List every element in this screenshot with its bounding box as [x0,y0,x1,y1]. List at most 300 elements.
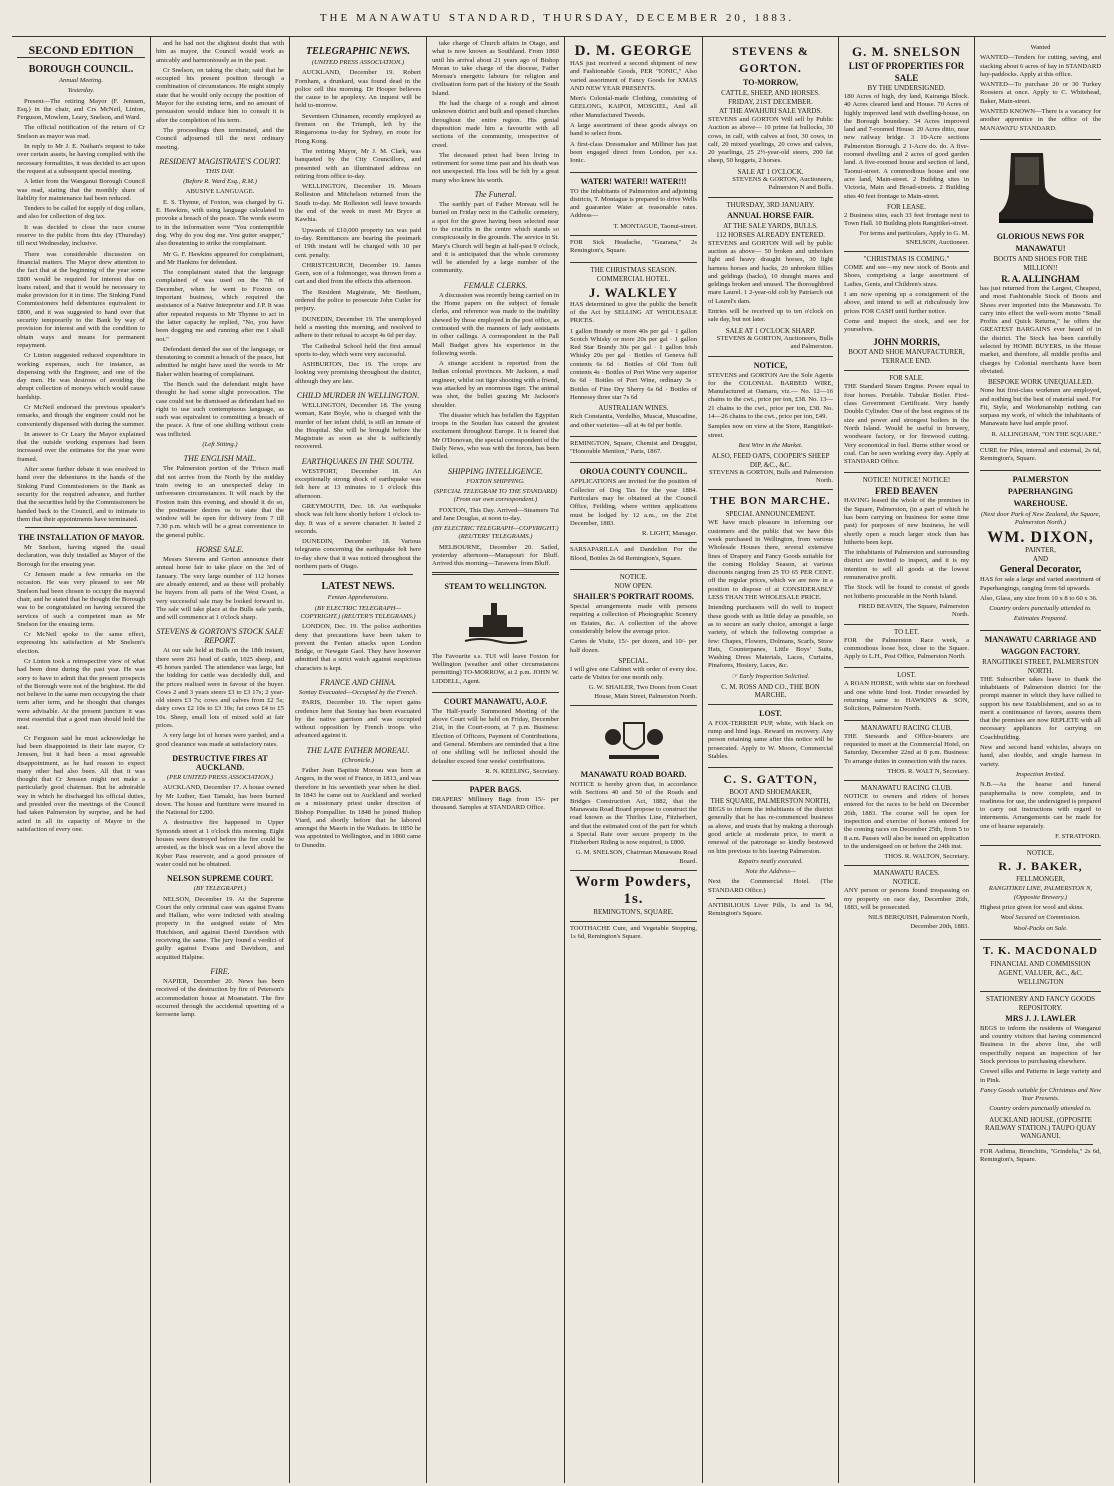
ad-signature: F. STRATFORD. [1055,833,1101,841]
steam-heading: STEAM TO WELLINGTON. [444,581,547,591]
water-heading: WATER! WATER!! WATER!!! [580,176,687,186]
decorator-label: General Decorator, [999,564,1082,576]
road-board-heading: MANAWATU ROAD BOARD. [580,770,687,780]
second-edition-heading: SECOND EDITION [17,44,145,58]
awahuri-heading: AT THE AWAHURI SALE YARDS. [719,107,822,115]
column-advertisements-1 [564,37,702,1483]
pointing-hand-icon: ☞ [731,672,740,680]
article-paragraph: WESTPORT, December 18. An exceptionally strong shock of earthquake was felt here at 13 minutes to 1 o'clock this afternoon. [295,467,421,500]
left-sitting: (Left Sitting.) [202,441,238,449]
ad-text: I will give one Cabinet with order of every doz. carte de Visites for one month only. [570,665,697,682]
article-paragraph: LONDON, Dec. 19. The police authorities deny that precautions have been taken to prevent the Fenian attacks upon London Bridge, or Newgate Gaol. They have however admitted that a strict watch against suspicious characters is kept. [295,623,421,672]
for-sale-heading: FOR SALE. [889,374,924,383]
dixon-advertisement [980,471,1101,631]
fenian-subheading: Fenian Apprehensions. [327,594,389,602]
remington-square: REMINGTON'S, SQUARE. [593,908,674,916]
baker-address: RANGITIKEI LINE, PALMERSTON N, (Opposite Brewery.) [988,885,1093,901]
notice-heading: NOTICE, [753,360,788,370]
paper-bags-advertisement [432,781,559,819]
article-paragraph: ASHBURTON, Dec 19. The crops are looking very promising throughout the district, although they are late. [295,361,421,385]
inspection-label: Inspection Invited. [1015,770,1066,778]
ad-text: Cartes de Visite, 15/- per dozen, and 10/- per half dozen. [570,638,697,654]
country-orders: Country orders punctually attended to. [989,605,1092,613]
foxton-shipping: FOXTON SHIPPING. [466,477,525,485]
article-paragraph: The retiring Mayor, Mr J. M. Clark, was banqueted by the City Councillors, and presented with an illuminated address on retiring from office to-day. [295,147,421,180]
ad-text: ANY person or persons found trespassing on my property on race day, December 26th, 1883, will be prosecuted. [844,887,969,912]
horse-sale-heading: HORSE SALE. [196,545,244,555]
article-paragraph: He had the charge of a rough and almost unknown district and built and opened churches throughout the entire region. His genial disposition made him a favourite with all sections of the community, irrespective of creed. [432,100,559,149]
article-paragraph: PARIS, December 19. The report gains credence here that Sontay has been evacuated by the native garrison and was occupied without opposition by French troops who advanced against it. [295,699,421,740]
article-paragraph: Cr McNeil endorsed the previous speaker's remarks, and though the engineer could not be conveniently dispensed with during the summer. [17,403,145,428]
bon-marche-heading: THE BON MARCHE. [710,495,831,508]
press-association: (UNITED PRESS ASSOCIATION.) [311,59,405,66]
article-paragraph: A strange accident is reported from the Indian colonial provinces. Mr Jackson, a mail engineer, whilst out tiger shooting with a friend, was attacked by an enormous tiger. The animal was shot, the bullet grazing Mr Jackson's shoulder. [432,360,560,409]
fred-beaven-heading: FRED BEAVEN [874,486,939,497]
remington-advertisement [570,437,697,464]
carriage-factory-advertisement [980,631,1101,847]
horse-fair-advertisement [708,198,833,357]
earthquakes-heading: EARTHQUAKES IN THE SOUTH. [301,456,415,466]
article-paragraph: The complainant stated that the language complained of was used on the 7th of December, when he went to Foxton on important business, which required the assistance of a Native Interpreter and J.P. It was after repeated requests to Mr Thynne to act in the latter capacity he replied, "No, you have been dogging me and running after me I shall not." [156,269,284,343]
divider [303,574,413,575]
to-let-heading: TO LET. [893,627,919,636]
before-label: (Before R. Ward Esq., R.M.) [183,178,257,186]
fire-heading: FIRE. [210,966,230,976]
steam-engine-advertisement [844,371,969,473]
friday-heading: FRIDAY, 21ST DECEMBER. [728,98,813,106]
funeral-heading: The Funeral. [474,190,517,200]
column-advertisements-2 [702,37,838,1483]
article-paragraph: Upwards of £10,000 property tax was paid to-day. Remittances are bearing the postmark of 19th instant will be charged with 10 per cent. penalty. [295,226,421,259]
article-paragraph: The earthly part of Father Moreau will be buried on Friday next in the Catholic cemetery, a spot for the grave having been selected near to the crucifix in the centre which stands so conspicuously in the grounds. The service in St. Mary's Church will begin at half-past 9 o'clock, and it is anticipated that the whole ceremony will be attended by a large number of the community. [432,201,559,275]
article-paragraph: Defendant denied the use of the language, or threatening to commit a breach of the peace, but admitted he might have used the words to Mr Baker within hearing of complainant. [156,345,284,378]
ad-text: Come and inspect the stock, and see for yourselves. [844,317,969,334]
article-paragraph: WELLINGTON, December 19. Messrs Rolleston and Mitchelson returned from the South to-day. Mr Rolleston will leave towards the end of the week to meet Mr Bryce at Kawhia. [295,183,421,224]
press-association: (PER UNITED PRESS ASSOCIATION.) [166,773,274,781]
article-paragraph: The Bench said the defendant might have thought he had some slight provocation. The case could not be dismissed as defendant had no right to use such contemptuous language, as such was equivalent to committing a breach of the peace. A fine of one shilling without costs was inflicted. [156,380,284,438]
ad-text: WANTED—Tenders for cutting, saving, and stacking about 6 acres of hay in STANDARD hay-paddocks. Apply at this office. [980,54,1101,78]
ad-text: has just returned from the Largest, Cheapest, and most Fashionable Stock of Boots and Shoes ever imported into the Manawatu. To carry into effect the well-worn motto "Small Profits and Quick Returns," he offers the GREATEST BARGAINS ever heard of in the district. The Stock has been carefully selected by HOME BUYERS, in the House market, and therefore, all middle profits and charges by Colonial merchants have been obviated. [980,284,1101,375]
column-shipping [426,37,564,1483]
ad-text: DRAPERS' Millinery Bags from 15/- per thousand. Samples at STANDARD Office. [432,796,559,812]
ad-text: N.B.—As the hearse and funeral paraphernalia is now complete, and in readiness for use, the undersigned is prepared to carry out instructions with regard to interments. Arrangements can be made for one of hearse separately. [980,781,1101,830]
ad-text: HAVING leased the whole of the premises in the Square, Palmerston, (in a part of which he has been carrying on business for some time past) for purposes of new business, he will shortly open a much larger stock than has hitherto been kept. [844,497,969,546]
baker-advertisement [980,846,1101,939]
water-advertisement [570,173,697,236]
special-heading: SPECIAL. [618,656,649,665]
ad-text: Rich Constantia, Verdelho, Muscat, Muscadine, and other varieties—all at 4s 6d per bottle. [570,413,697,429]
ad-text: A first-class Dressmaker and Milliner has just been engaged direct from London, per s.s. Ionic. [570,140,697,165]
estimates-label: Estimates Prepared. [1013,615,1068,623]
ad-signature: G. M. SNELSON, Chairman Manawatu Road Board. [575,849,697,865]
stationery-heading: STATIONERY AND FANCY GOODS REPOSITORY. [985,994,1096,1012]
john-morris-heading: JOHN MORRIS, [873,337,940,348]
entered-heading: 112 HORSES ALREADY ENTERED. [716,230,825,239]
ad-text: HAS for sale a large and varied assortment of Paperhangings, ranging from 6d upwards. [980,576,1101,592]
ad-text: Crewel silks and Patterns in large variety and in Pink. [980,1068,1101,1084]
dixon-heading: WM. DIXON, [987,529,1094,547]
properties-heading: LIST OF PROPERTIES FOR SALE [848,61,965,83]
wanted-heading: Wanted [1030,44,1051,51]
ad-text: FOR Sick Headache, "Guarana," 2s Remington's, Square. [570,239,697,255]
article-paragraph: Present—The retiring Mayor (F. Jenssen, Esq.) in the chair, and Crs McNeil, Linton, Ferguson, Mowlem, Leary, Snelson, and Ward. [17,97,145,122]
telegraphic-heading: TELEGRAPHIC NEWS. [306,46,410,57]
ad-signature: THOS. R. WALT N, Secretary. [887,767,969,775]
court-heading: COURT MANAWATU, A.O.F. [443,696,548,706]
newspaper-columns [12,36,1106,1483]
address-label: Note the Address— [745,868,796,876]
installation-heading: THE INSTALLATION OF MAYOR. [17,533,145,543]
ad-text: HAS determined to give the public the benefit of the Act by SELLING AT WHOLESALE PRICES. [570,300,697,325]
article-paragraph: E. S. Thynne, of Foxton, was charged by G. E. Hawkins, with using language calculated to provoke a breach of the peace. The words sworn to in the information were "You contemptible dog. Why do you dog me. You gutter snapper," also threatening to strike the complainant. [156,198,284,248]
oroua-advertisement [570,463,697,543]
article-paragraph: Messrs Stevens and Gorton announce their annual horse fair to take place on the 3rd of January. The very large number of 112 horses are already entered, and as these will probably be buyers from all parts of the West Coast, a very successful sale may be looked forward to. The sale will take place at the Bulls sale yards, and will commence at 1 o'clock sharp. [156,556,284,622]
commission-agent-advertisement [980,940,1101,992]
wanted-advertisements [980,40,1101,140]
races-notice-advertisement [844,866,969,934]
sarsaparilla-advertisement [570,543,697,570]
yesterday-label: Yesterday. [67,87,95,95]
lawler-heading: MRS J. J. LAWLER [1005,1013,1076,1023]
ad-text: Men's Colonial-made Clothing, consisting of GEELONG, KAIPOI, MOSGIEL, And all other Manufactured Tweeds. [570,95,697,119]
ad-signature: G. W. SHAILER, Two Doors from Court House, Main Street, Palmerston North. [588,684,697,700]
oroua-heading: OROUA COUNTY COUNCIL. [579,467,688,477]
article-paragraph: Cr Snelson, on taking the chair, said that he occupied his present position through a combination of circumstances. He might simply state that he would only occupy the position of Mayor for the existing term, and no amount of persuasion would induce him to consult it is after the completion of his term. [156,66,284,124]
ad-text: NOTICE is hereby given that, in accordance with Sections 40 and 50 of the Roads and Bridges Construction Act, 1882, that the Manawatu Road Board propose to construct the road known as the Thirlies Line, Fitzherbert, and that the estimated cost of the part for which a Special Rate over secure property in the Fitzherbert Riding is now required, is £800. [570,781,697,847]
ad-text: APPLICATIONS are invited for the position of Collector of Dog Tax for the year 1884. Particulars may be obtained at the Council Office, Feilding, where written applications must be lodged by 12 a.m., on the 21st December, 1883. [570,478,697,527]
rm-court-heading: RESIDENT MAGISTRATE'S COURT. [159,156,281,166]
ad-signature: R. LIGHT, Manager. [642,530,697,538]
country-orders: Country orders punctually attended to. [989,1105,1092,1113]
sale-time: SALE AT 1 O'CLOCK SHARP. [725,326,816,335]
article-paragraph: CHRISTCHURCH, December 19. James Geen, son of a fishmonger, was thrown from a cart and died from the effects this afternoon. [295,261,421,286]
article-paragraph: FOXTON, This Day. Arrived—Steamers Tui and Jane Douglas, at noon to-day. [432,506,559,522]
price-list: 1 gallon Brandy or more 40s per gal · 1 gallon Scotch Whisky or more 20s per gal · 1 gallon Red Star Brandy 30s per gal · 1 gallon Irish Whisky 20s per gal · Bottles of Geneva full contents 6s 6d · Bottles of Old Tom full contents 4s · Bottles of Port Wine very superior 6s 6d · Bottles of Port Wine, ordinary 3s · Bottles of Fine Dry Sherry 6s 6d · Bottles of Hennessy three star 7s 6d [570,327,697,401]
road-board-advertisement [570,706,697,871]
article-paragraph: The Cathedral School held the first annual sports to-day, which were very successful. [295,342,421,358]
ad-text: A ROAN HORSE, with white star on forehead and one white hind foot. Finder rewarded by returning same to HAWKINS & SON, Solicitors, Palmerston North. [844,680,969,713]
carriage-address: RANGITIKEI STREET, PALMERSTON NORTH. [982,657,1099,675]
court-advertisement [432,693,559,781]
divider [432,572,559,575]
ad-signature: NILS BERQUISH, Palmerston North, December 20th, 1883. [868,914,969,930]
carriage-heading: MANAWATU CARRIAGE AND WAGGON FACTORY. [984,634,1097,656]
article-paragraph: The Palmerston portion of the 'Frisco mail did not arrive from the North by the midday train owing to an unexpected delay in unforeseen circumstances. It will reach by the Foxton train this evening, and should it do so, the postmaster desires us to state that the window will be open for delivery from 7 till 7.30 p.m. which will be a great convenience to the general public. [156,465,284,539]
barbed-wire-advertisement [708,357,833,491]
ad-text: New and second hand vehicles, always on hand, also double, and single harness in variety. [980,744,1101,768]
article-paragraph: Father Jean Baptiste Moreau was born at Angers, in the west of France, in 1813, and was therefore in his seventieth year when he died. In 1843 he came out to Auckland and worked as a missionary priest under direction of Bishop Pompallier. In 1848 he joined Bishop Viard, and shortly before that he labored amongst the Maoris in the Waikato. In 1850 he was appointed to Wellington, and in 1860 came to Dunedin. [295,767,421,849]
ad-text: SARSAPARILLA and Dandelion For the Blood, Bottles 2s 6d Remington's, Square. [570,546,697,562]
ad-signature: STEVENS & GORTON, Auctioneers, Palmerston N and Bulls. [732,176,833,192]
ad-text: BEGS to inform the residents of Wanganui and country visitors that having commenced Business in the above line, she will respectfully request an inspection of her Stock previous to purchasing elsewhere. [980,1024,1101,1065]
article-paragraph: DUNEDIN, December 19. The unemployed held a meeting this morning, and resolved to adhere to their refusal to accept 4s 6d per day. [295,315,421,340]
piles-cure-advertisement [980,444,1101,471]
racing-heading: MANAWATU RACING CLUB. [860,784,953,793]
ad-text: Samples now on view at the Store, Rangitikei-street. [708,423,833,439]
article-paragraph: A letter from the Wanganui Borough Council was read, stating that the monthly share of liability for maintenance had been reduced. [17,178,145,202]
abusive-label: ABUSIVE LANGUAGE. [185,188,255,196]
early-inspection [708,673,833,681]
article-paragraph: NELSON, December 19. At the Supreme Court the only criminal case was against Evans and Hallam, who were indicted with stealing property in the assigned estate of Mrs Hutchison, and against David Davidson with receiving the same. The jury found a verdict of guilty against Evans and Davidson, and acquitted Halpine. [156,895,284,961]
fires-heading: DESTRUCTIVE FIRES AT AUCKLAND. [172,753,268,772]
worm-powders-heading: Worm Powders, 1s. [575,874,692,907]
ad-text: THE Subscriber takes leave to thank the inhabitants of Palmerston district for the prompt manner in which they have rallied to support his new Establishment, and so as to merit a continuance of favors, assures them that the premises are now REPLETE with all necessary appliances for carrying on Coachbuilding. [980,675,1101,741]
racing-club-advertisement [844,721,969,781]
auckland-house: AUCKLAND HOUSE, (OPPOSITE RAILWAY STATION.) TAUPO QUAY WANGANUI. [984,1115,1096,1141]
shailer-advertisement [570,570,697,706]
article-paragraph: A very large lot of horses were yarded, and a good clearance was made at satisfactory rates. [156,732,284,748]
john-morris-trade: BOOT AND SHOE MANUFACTURER, TERRACE END. [848,348,965,366]
notice-heading: NOTICE! NOTICE! NOTICE! [862,476,951,485]
article-paragraph: take charge of Church affairs in Otago, and what is now known as Southland. From 1860 until his arrival about 21 years ago of Bishop Moran to take charge of the diocese, Father Moreau's energetic labours for religion and civilisation form part of the history of the South Island. [432,40,559,97]
walkley-heading: J. WALKLEY [588,284,679,300]
also-feed: ALSO, FEED OATS, COOPER'S SHEEP DIP, &C., &C. [711,452,830,469]
dm-george-heading: D. M. GEORGE [574,43,693,59]
stock-sale-heading: STEVENS & GORTON'S STOCK SALE REPORT. [156,627,284,646]
article-paragraph: Mr Snelson, having signed the usual declaration, was duly installed as Mayor of the Borough for the ensuing year. [17,544,145,568]
article-paragraph: In answer to Cr Leary the Mayor explained that the outside working expenses had been increased over the estimates for the year were framed. [17,430,145,463]
fancy-goods: Fancy Goods suitable for Christmas and New Year Presents. [980,1086,1101,1103]
article-paragraph: NAPIER, December 20. News has been received of the destruction by fire of Peterson's accommodation house at Moanatairi. The fire occurred through the accidental upsetting of a kerosene lamp. [156,977,284,1019]
article-paragraph: A destructive fire happened in Upper Symonds street at 1 o'clock this morning. Eight houses were destroyed before the fire could be arrested, as the block was on a level above the Kyber Pass reservoir, and a good pressure of water could not be obtained. [156,819,284,868]
ad-text: THE Standard Steam Engine. Power equal to four horses. Portable. Tubular Boiler. First-class Government Certificate. Very handy Double Cylinder. One of the best engines of its size and power and strongest boilers in the North Island. Would be useful in brewery, woodware factory, or for firewood cutting. Very economical in fuel. Burns either wood or coal. Can be seen working every day. Apply at STANDARD Office. [844,383,969,466]
article-paragraph: The Resident Magistrate, Mr Beetham, ordered the police to prosecute John Cutler for perjury. [295,288,421,313]
ad-text: 2 Business sites, each 33 feet frontage next to Town Hall. 10 Building plots Rangitikei-street. [844,211,969,228]
article-paragraph: There was considerable discussion on financial matters. The Mayor drew attention to the fact that at the beginning of the year some £800 would be required for interest due on loans raised, and that it would be necessary to make provision for it in time. The Sinking Fund Commissioners held debentures equivalent to £800, and it was suggested to hand over that security temporarily to the Bank by way of provision for interest and with the condition to obtain ways and means for permanent repayment. [17,250,145,349]
australian-wines: AUSTRALIAN WINES. [598,404,669,413]
article-paragraph: The disaster which has befallen the Egyptian troops in the Soudan has caused the greatest excitement throughout Europe. It is feared that Mr O'Donovan, the special correspondent of the Daily News, who was with the forces, has been killed. [432,411,559,461]
fellmonger-label: FELLMONGER, [1016,875,1065,884]
gatton-advertisement [708,768,833,925]
ad-text: HAS just received a second shipment of new and Fashionable Goods, PER "IONIC," Also varied assortment of Fancy Goods for XMAS AND NEW YEAR PRESENTS. [570,60,697,92]
ad-signature: STEVENS & GORTON, Auctioneers, Bulls and Palmerston. [716,334,833,351]
horse-fair-heading: ANNUAL HORSE FAIR. [727,210,814,220]
special-announcement: SPECIAL ANNOUNCEMENT. [725,510,816,519]
divider [716,898,825,899]
steamship-icon [461,597,531,649]
special-telegram: (SPECIAL TELEGRAM TO THE STANDARD) (From our own correspondent.) [433,487,558,504]
best-wire: Best Wire in the Market. [738,441,803,449]
article-paragraph: Tenders to be called for supply of dog collars, and also for collection of dog tax. [17,205,145,221]
worm-powders-advertisement [570,871,697,922]
lost-heading: LOST. [897,671,916,680]
ad-text: STEVENS and GORTON Will sell by public auction as above— 50 broken and unbroken light and heavy draught horses, 30 light harness horses and hacks, 20 unbroken fillies and geldings (hacks), 10 draught mares and geldings broken and unused. The thoroughbred mare Laurel. 1 2-year-old colt by Patriarch out of Laurel's dam. [708,239,833,305]
article-paragraph: WELLINGTON, December 18. The young woman, Kate Boyle, who is charged with the murder of her infant child, is still an inmate of the Hospital. She will be brought before the Magistrate as soon as she is sufficiently recovered. [295,401,421,451]
article-paragraph: Cr Jenssen made a few remarks on the occasion. He was very pleased to see Mr Snelson had been chosen to occupy the mayoral chair, and he stated that he thought the Borough was to be congratulated on having secured the services of such a competent man as Mr Snelson for the ensuing term. [17,571,145,628]
undersigned-label: BY THE UNDERSIGNED. [867,84,946,92]
article-paragraph: GREYMOUTH, Dec. 18. An earthquake shock was felt here shortly before 1 o'clock to-day. It was of a severe character. It lasted 2 seconds. [295,502,421,535]
ad-signature: T. MONTAGUE, Taonui-street. [613,222,697,230]
divider [25,527,137,528]
ad-signature: FRED BEAVEN, The Square, Palmerston North. [858,602,969,619]
commercial-hotel: COMMERCIAL HOTEL. [596,274,671,283]
ad-text: The Favourite s.s. TUI will leave Foxton for Wellington (weather and other circumstances permitting) TO-MORROW, at 2 p.m. JOHN W. LIDDELL, Agent. [432,652,559,685]
notice-heading: NOTICE. [1026,849,1055,858]
stevens-gorton-advertisement [708,40,833,198]
lost-pup-advertisement [708,705,833,768]
ad-text: TO the inhabitants of Palmerston and adjoining districts, T. Montague is prepared to drive Wells and guarantee Water at reasonable rates. Address— [570,187,697,220]
ad-signature: For terms and particulars, Apply to G. M. SNELSON, Auctioneer. [859,230,969,246]
steamer-advertisement [432,578,559,693]
father-moreau-heading: THE LATE FATHER MOREAU. [306,745,410,755]
ad-text: The Stock will be found to consist of goods not hitherto procurable in the North Island. [844,584,969,600]
ad-text: STEVENS and GORTON Will sell by Public Auction as above— 10 prime fat bullocks, 30 cows, in calf, with calves at foot, 30 cows, in calf, 20 mixed yearlings, 20 cows and calves, 20 yearlings, 25 2½-year-old steers, 200 fat sheep, 50 hoggets, 2 horses. [708,116,833,165]
gatton-heading: C. S. GATTON, [723,772,818,787]
ad-text: COME and see—my new stock of Boots and Shoes, comprising a large assortment of Ladies, Gents, and Children's sizes. [844,264,969,288]
ad-text: FOR the Palmerston Race week, a commodious loose box, close to the Square. Apply to L.H., Post Office, Palmerston North. [844,636,969,661]
racing-club-advertisement-2 [844,781,969,866]
lost-heading: LOST. [759,708,782,718]
allingham-name: R. A. ALLINGHAM [1001,273,1080,284]
christmas-season: THE CHRISTMAS SEASON. [590,265,677,274]
ad-text: BEGS to inform the inhabitants of the district generally that he has re-commenced business as above, and trusts that by making a thorough good article at moderate price, to merit a renewal of the patronage so kindly bestowed on him previous to his leaving Palmerston. [708,806,833,855]
walkley-advertisement [570,263,697,437]
stevens-gorton-heading: STEVENS & GORTON. [732,44,809,75]
article-paragraph: Cr Linton took a retrospective view of what had been done during the past year. He was sorry to have to admit that the present prospects of the Borough were not of the brightest. He did not believe in the same men occupying the chair term after term, and he thought that changes were advisable. At the present juncture it was most essential that a good man should hold the seat. [17,658,145,732]
ad-text: WE have much pleasure in informing our customers and the public that we have this week purchased in Wellington, from various Wholesale Houses there, several extensive lines of Drapery and Fancy Goods suitable for the coming Holiday Season, at various discounts ranging from 25 TO 65 PER CENT. off the regular prices, which we are now in a position to dispose of at CONSIDERABLY LESS THAN THE WHOLESALE PRICE. [708,519,833,602]
article-paragraph: The official notification of the return of Cr Snelson as mayor was read. [17,124,145,140]
article-paragraph: Mr G. F. Hawkins appeared for complainant, and Mr Hankins for defendant. [156,250,284,266]
article-paragraph: DUNEDIN, December 18. Various telegrams concerning the earthquake felt here to-day show that it was noticed throughout the northern parts of Otago. [295,538,421,571]
ad-signature: THOS. R. WALTON, Secretary. [884,853,969,861]
wool-packs: Wool-Packs on Sale. [1013,924,1068,932]
article-paragraph: The proceedings then terminated, and the Council adjourned till the next ordinary meeting. [156,126,284,151]
article-paragraph: It was decided to close the race course reserve to the public from this day (Thursday) till next Wednesday, inclusive. [17,223,145,248]
article-paragraph: Cr Linton suggested reduced expenditure in working expenses, such for instance, as dispensing with the Engineer, and one of the day men. He was desirous of avoiding the abrupt collection of moneys which would cause hardship. [17,352,145,401]
ad-text: TOOTHACHE Cure, and Vegetable Stopping, 1s 6d, Remington's Square. [570,925,697,941]
reuters-label: (BY ELECTRIC TELEGRAPH—COPYRIGHT.) (REUTER'S TELEGRAMS.) [300,604,416,620]
article-paragraph: AUCKLAND, December 17. A house owned by Mr Luther, East Tamaki, has been burned down. The house and furniture were insured in the National for £200. [156,784,284,817]
ad-signature: C. M. ROSS AND CO., THE BON MARCHE. [721,683,820,700]
ad-text: Entries will be received up to ten o'clock on sale day, but not later. [708,308,833,324]
ad-text: A FOX-TERRIER PUP, white, with black on rump and hind legs. Reward on recovery. Any person retaining same after this notice will be prosecuted. Apply to W. Moore, Commercial Stables. [708,719,833,760]
sale-time: SALE AT 1 O'CLOCK. [737,167,804,176]
early-inspection-label: Early Inspection Solicited. [739,672,810,680]
article-paragraph: A discussion was recently being carried on in the Home papers on the subject of female clerks, and reference was made to the inability shewed by those employed in the post office, as contrasted with the manners of lady assistants in other callings. A correspondent in the Pall Mall Budget gives his experience in the following words. [432,291,559,357]
ad-text: Also, Glass, any size from 10 x 8 to 60 x 36. [980,594,1098,602]
article-paragraph: The deceased priest had been living in retirement for some time past and his death was not unexpected. His loss will be felt by a great many who knew his worth. [432,151,559,184]
ad-text: CURE for Piles, internal and external, 2s 6d, Remington's, Square. [980,447,1101,463]
ad-text: None but first-class workmen are employed, and nothing but the best of material used. For Fit, Style, and Workmanship nothing can surpass my work, of which the inhabitants of Manawatu have had ample proof. [980,387,1101,428]
sick-headache-advertisement [570,236,697,263]
lease-heading: FOR LEASE. [887,202,926,211]
article-paragraph: Seventeen Chinamen, recently employed as firemen on the Triumph, left by the Ringarooma to-day for Sydney, en route for Hong Kong. [295,112,421,145]
allingham-advertisement [980,140,1101,444]
wool-commission: Wool Secured on Commission. [1000,914,1081,922]
ad-signature: R. ALLINGHAM, "ON THE SQUARE." [991,430,1101,438]
gatton-address: THE SQUARE, PALMERSTON NORTH, [710,797,831,806]
sontay-subheading: Sontay Evacuated—Occupied by the French. [298,689,418,696]
article-paragraph: After some further debate it was resolved to hand over the debentures in the hands of the Sinking Fund Commissioners to the Bank as security for the required advance, and further that the securities held by the Commissioners be handed back to the Council, and to intimate to them that their appointments have terminated. [17,466,145,523]
ad-text: Intending purchasers will do well to inspect these goods with as little delay as possible, so as to secure an early choice, amongst a large variety, of which the following comprise a few: Chapes, Flowers, Dolmans, Scarfs, Straw Hats, Counterpanes, Little Boys' Suits, Washing Dress Materials, Laces, Curtains, Pinafores, Hosiery, Laces, &c. [708,604,833,670]
ad-text: Next the Commercial Hotel. (The STANDARD Office.) [708,878,833,894]
ad-signature: STEVENS & GORTON, Bulls and Palmerston North. [708,468,833,485]
article-paragraph: Cr McNeil spoke to the same effect, expressing his satisfaction at Mr Snelson's election. [17,631,145,655]
john-morris-advertisement [844,252,969,371]
boot-icon [981,147,1101,227]
coat-of-arms-icon [599,713,669,765]
baker-heading: R. J. BAKER, [998,859,1083,874]
snelson-advertisement [844,40,969,252]
chronicle-label: (Chronicle.) [341,756,375,764]
snelson-heading: G. M. SNELSON [851,44,962,59]
column-telegraphic-news [289,37,426,1483]
masthead: THE MANAWATU STANDARD, THURSDAY, DECEMBER 20, 1883. [319,12,795,24]
ad-text: STEVENS and GORTON Are the Sole Agents for the COLONIAL BARBED WIRE, Manufactured at Oamaru, viz.— No. 12—16 chains to the cwt., price per ton, £38. No. 13—21 chains to the cwt., price per ton, £38. No. 14—26 chains to the cwt., price per ton, £49. [708,371,833,421]
boots-shoes-heading: BOOTS AND SHOES FOR THE MILLION!! [993,254,1088,272]
christmas-heading: "CHRISTMAS IS COMING." [863,255,950,264]
racing-heading: MANAWATU RACING CLUB. [860,723,953,732]
to-let-advertisement [844,625,969,669]
divider [988,1144,1093,1145]
bulls-heading: AT THE SALE YARDS, BULLS. [723,221,818,230]
article-paragraph: MELBOURNE, December 20. Sailed, yesterday afternoon—Manapouri for Bluff. Arrived this morning—Tarawera from Bluff. [432,543,559,568]
column-borough-council [12,37,150,1483]
ad-signature: R. N. KEELING, Secretary. [485,767,559,775]
ad-text: REMINGTON, Square, Chemist and Druggist, "Honorable Mention," Paris, 1867. [570,439,697,456]
column-advertisements-3 [838,37,974,1483]
fred-beaven-advertisement [844,473,969,624]
article-paragraph: In reply to Mr J. E. Nathan's request to take over certain assets, he having complied with the necessary formalities, it was decided to act upon the request at a subsequent special meeting. [17,143,145,175]
ad-text: WANTED—To purchase 20 or 30 Turkey Roosters at once. Apply to C. Whitehead, Baker, Main-street. [980,81,1101,105]
ad-text: A large assortment of these goods always on hand to select from. [570,122,697,138]
ad-text: FOR Asthma, Bronchitis, "Grindelia," 2s 6d, Remington's, Square. [980,1147,1101,1163]
article-paragraph: AUCKLAND, December 19. Robert Fornham, a drunkard, was found dead in the police cell this morning. Dr Hooper believes the cause to be apoplexy. An inquest will be held to-morrow. [295,69,421,110]
reuters-label: (BY ELECTRIC TELEGRAPH—COPYRIGHT.) (REUTERS' TELEGRAMS.) [432,525,559,541]
english-mail-heading: THE ENGLISH MAIL. [183,454,257,464]
nelson-court-heading: NELSON SUPREME COURT. [166,874,274,884]
races-heading: MANAWATU RACES. [873,869,940,878]
annual-meeting: Annual Meeting. [59,77,103,84]
repairs-label: Repairs neatly executed. [738,857,803,865]
ad-text: Special arrangements made with persons requiring a collection of Photographic Scenery on Estates, &c. A collection of the above considerably below the average price. [570,603,697,635]
female-clerks-heading: FEMALE CLERKS. [463,280,528,290]
this-day-label: THIS DAY. [205,167,235,175]
bespoke-heading: BESPOKE WORK UNEQUALLED. [987,378,1094,387]
column-court-news [150,37,289,1483]
ad-text: I am now opening up a consignment of the above, and intend to sell at ridiculously low prices FOR CASH until further notice. [844,290,969,315]
property-list: 180 Acres of high, dry land, Kairanga Block. 40 Acres cleared land and House. 70 Acres of highly improved land with dwelling-house, on the Borough boundary. 34 Acres improved land and 7-roomed House. 20 Acres ditto, near new railway bridge. 3 10-Acre sections Palmerston Borough. 2 1-Acre do. do. A five-roomed dwelling and 2 acres of good garden land. A five-roomed house and section of land, Taonui-street. A commodious house and one acre land, Main-street. 2 Building sites in Victoria, Main and Broad-streets. 2 Building sites 40 feet frontage to Main-street. [844,93,969,200]
ad-text: NOTICE to owners and riders of horses entered for the races to be held on December 26th, 1883. The course will be open for inspection and exercise of horses entered for the coming races on December 25th, from 5 to 8 a.m. Passes will also be issued on application to the undersigned on or before the 24th inst. [844,793,969,850]
shailer-heading: SHAILER'S PORTRAIT ROOMS. [573,592,694,602]
dm-george-advertisement [570,40,697,173]
and-label: AND [1032,555,1049,564]
by-telegraph: (BY TELEGRAPH.) [193,885,247,893]
tomorrow-label: TO-MORROW, [743,78,798,87]
gatton-trade: BOOT AND SHOEMAKER, [729,788,812,797]
article-paragraph: At our sale held at Bulls on the 18th instant, there were 261 head of cattle, 1025 sheep, and 45 horses yarded. The attendance was large, but the bidding for cattle was decidedly dull, and the prices realised were in favour of the buyer. Cows 2 and 3 years steers £3 to £3 17s; 2 year-old steers £3 7s; cows and calves from £2 5s; dairy cows £2 10s to £3 10s; fat cows £4 to £5 10s. Sheep, small lots of mixed sold at fair prices. [156,647,284,730]
article-paragraph: Cr Ferguson said he must acknowledge he had been disappointed in their late mayor, Cr Jenssen, but it had been a most agreeable disappointment, as he had reason to expect many other had also been. All that it was thought that Cr Jenssen might not make a particularly good chairman. But he admirable way in which he discharged his official duties, and presided over the meetings of the Council had taken Palmerston by surprise, and he had acted in all its capacity of Mayor to the satisfaction of every one. [17,734,145,833]
france-china-heading: FRANCE AND CHINA. [319,678,397,687]
paperhanging-heading: PALMERSTON PAPERHANGING WAREHOUSE. [1007,474,1074,508]
ad-text: WANTED KNOWN—There is a vacancy for another apprentice in the office of the MANAWATU STANDARD. [980,108,1101,132]
notice-heading: NOTICE. [892,878,921,887]
lost-horse-advertisement [844,668,969,720]
agent-trade: FINANCIAL AND COMMISSION AGENT, VALUER, &C., &C. WELLINGTON [990,959,1091,986]
lawler-advertisement [980,992,1101,1170]
article-paragraph: and he had not the slightest doubt that with him as mayor, the Council would work as amicably and harmoniously as in the past. [156,40,284,64]
bon-marche-advertisement [708,490,833,704]
paperhanging-address: (Next door Park of New Zealand, the Square, Palmerston North.) [980,510,1101,526]
cattle-heading: CATTLE, SHEEP, AND HORSES. [721,89,820,97]
ad-text: The inhabitants of Palmerston and surrounding district are invited to inspect, and it is my intention to sell all goods at the lowest remunerative profit. [844,549,969,582]
ad-text: The Half-yearly Summoned Meeting of the above Court will be held on Friday, December 21st, in the Court-room, at 7 p.m. Business: Election of Officers, Payment of Contributions, and General. Members are reminded that a fine of one shilling will be inflicted should the defaulter exceed four weeks' contributions. [432,707,559,765]
paper-bags-heading: PAPER BAGS. [469,785,522,795]
ad-text: ANTIBILIOUS Liver Pills, 1s and 1s 9d, Remington's Square. [708,902,833,918]
agent-heading: T. K. MACDONALD [982,944,1098,957]
latest-news-heading: LATEST NEWS. [321,581,395,593]
column-advertisements-4 [974,37,1106,1483]
